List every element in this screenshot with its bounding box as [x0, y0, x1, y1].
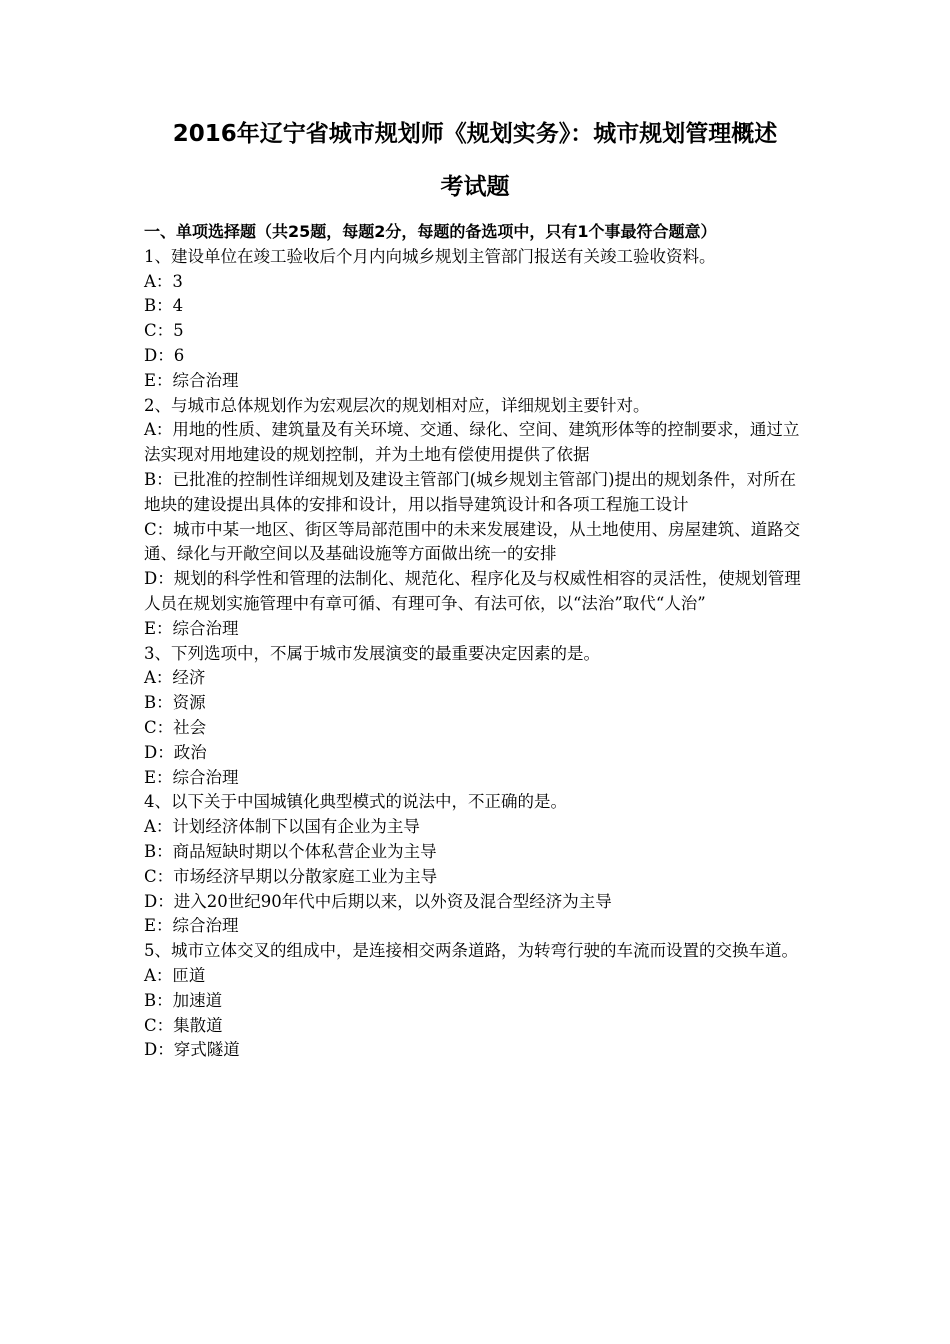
answer-option: C：市场经济早期以分散家庭工业为主导	[144, 866, 438, 886]
question-block	[144, 642, 809, 791]
answer-option: C：社会	[144, 717, 207, 737]
answer-option: A：用地的性质、建筑量及有关环境、交通、绿化、空间、建筑形体等的控制要求，通过立法实现对用地建设的规划控制，并为土地有偿使用提供了依据	[144, 420, 800, 465]
question-text: 4、以下关于中国城镇化典型模式的说法中，不正确的是。	[144, 792, 567, 812]
question-block	[144, 394, 809, 642]
answer-option: C：集散道	[144, 1015, 223, 1035]
document-body	[144, 220, 809, 1063]
section-heading: 一、单项选择题（共25题，每题2分，每题的备选项中，只有1个事最符合题意）	[144, 222, 717, 241]
answer-option: C：5	[144, 321, 184, 341]
answer-option: B：资源	[144, 693, 206, 713]
question-text: 3、下列选项中，不属于城市发展演变的最重要决定因素的是。	[144, 643, 600, 663]
answer-option: D：政治	[144, 742, 207, 762]
answer-option: D：进入20世纪90年代中后期以来，以外资及混合型经济为主导	[144, 891, 612, 911]
answer-option: A：经济	[144, 668, 206, 688]
question-text: 5、城市立体交叉的组成中，是连接相交两条道路，为转弯行驶的车流而设置的交换车道。	[144, 941, 798, 961]
answer-option: C：城市中某一地区、街区等局部范围中的未来发展建设，从土地使用、房屋建筑、道路交通、绿化与开敞空间以及基础设施等方面做出统一的安排	[144, 519, 801, 564]
question-text: 1、建设单位在竣工验收后个月内向城乡规划主管部门报送有关竣工验收资料。	[144, 246, 716, 266]
document-title-line-2: 考试题	[440, 174, 510, 200]
question-block	[144, 245, 809, 394]
answer-option: D：穿式隧道	[144, 1040, 240, 1060]
answer-option: E：综合治理	[144, 370, 239, 390]
answer-option: A：3	[144, 271, 183, 291]
answer-option: A：匝道	[144, 965, 206, 985]
question-block	[144, 939, 809, 1063]
answer-option: E：综合治理	[144, 916, 239, 936]
question-block	[144, 790, 809, 939]
answer-option: B：4	[144, 296, 184, 316]
question-text: 2、与城市总体规划作为宏观层次的规划相对应，详细规划主要针对。	[144, 395, 650, 415]
answer-option: B：商品短缺时期以个体私营企业为主导	[144, 841, 437, 861]
answer-option: D：规划的科学性和管理的法制化、规范化、程序化及与权威性相容的灵活性，使规划管理人员在规划实施管理中有章可循、有理可争、有法可依，以“法治”取代“人治”	[144, 569, 801, 613]
answer-option: B：加速道	[144, 990, 223, 1010]
answer-option: B：已批准的控制性详细规划及建设主管部门(城乡规划主管部门)提出的规划条件，对所在地块的建设提出具体的安排和设计，用以指导建筑设计和各项工程施工设计	[144, 469, 796, 514]
answer-option: E：综合治理	[144, 618, 239, 638]
answer-option: A：计划经济体制下以国有企业为主导	[144, 817, 420, 837]
answer-option: E：综合治理	[144, 767, 239, 787]
document-title-line-1: 2016年辽宁省城市规划师《规划实务》：城市规划管理概述	[172, 121, 778, 147]
answer-option: D：6	[144, 345, 185, 365]
